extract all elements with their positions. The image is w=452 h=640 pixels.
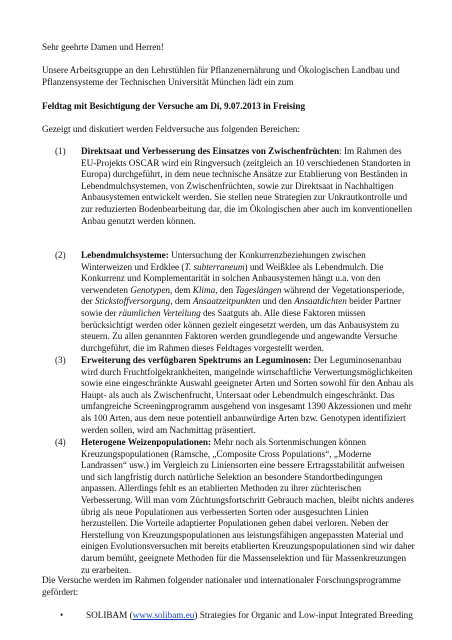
item-3-number: (3): [55, 355, 66, 365]
item-2-text-c: , dem: [170, 284, 193, 295]
list-item-2: [55, 250, 415, 354]
bullet-icon: •: [60, 610, 64, 620]
program-name: SOLIBAM (: [86, 610, 133, 620]
greeting: Sehr geehrte Damen und Herren!: [42, 42, 164, 52]
lead-paragraph: Gezeigt und diskutiert werden Feldversuche aus folgenden Bereichen:: [42, 124, 300, 134]
program-description: ) Strategies for Organic and Low-input Integrated Breeding: [194, 610, 413, 620]
item-4-title: Heterogene Weizenpopulationen:: [81, 437, 212, 447]
item-1-title: Direktsaat und Verbesserung des Einsatzes von Zwischenfrüchten: [81, 146, 340, 156]
item-2-genotypen: Genotypen: [130, 284, 171, 295]
list-item-1: [55, 146, 415, 227]
item-2-number: (2): [55, 250, 66, 260]
item-4-body: [81, 437, 415, 576]
solibam-link[interactable]: www.solibam.eu: [132, 610, 195, 620]
item-2-text-b: ) und Weißklee als Lebendmulch. Die Konkurrenz und Komplementarität in solchen Anbausystemen hängt u.a. von den verwendeten: [81, 261, 384, 295]
programs-intro: Die Versuche werden im Rahmen folgender nationaler und internationaler Forschungsprogramme gefördert:: [42, 575, 401, 597]
item-1-body: [81, 146, 415, 227]
item-1-text: : Im Rahmen des EU-Projekts OSCAR wird ein Ringversuch (zeitgleich an 10 verschiedenen Standorten in Europa) durchgeführt, in dem neue technische Ansätze zur Etablierung von Beständen in Lebendmulchsystemen, von Zwischenfrüchten, sowie zur Direktsaat in Nachhaltigen Anbausystemen entwickelt werden. Sie stellen neue Strategien zur Unkrautkontrolle und zur reduzierten Bodenbearbeitung dar, die im Ökologischen aber auch im konventionellen Anbau genutzt werden können.: [81, 146, 413, 226]
item-1-number: (1): [55, 146, 66, 156]
item-2-verteilung: räumlichen Verteilung: [118, 307, 201, 318]
item-2-ansaatdichten: Ansaatdichten: [294, 296, 347, 307]
program-text: [86, 610, 420, 622]
item-2-text-e: während der Vegetationsperiode, der: [81, 284, 405, 307]
item-2-text-g: und den: [260, 296, 295, 307]
item-3-text: Der Leguminosenanbau wird durch Fruchtfolgekrankheiten, mangelnde wirtschaftliche Verwertungsmöglichkeiten sowie eine eingeschränkte Auswahl geeigneter Arten und Sorten sowohl für den Anbau als Haupt- als auch als Zwischenfrucht, Untersaat oder Lebendmulch eingeschränkt. Das umfangreiche Screeningprogramm ausgehend von insgesamt 1390 Akzessionen und mehr als 100 Arten, aus dem neue potentiell anbauwürdige Arten bzw. Genotypen identifiziert werden sollen, wird am Nachmittag präsentiert.: [81, 355, 414, 435]
item-4-text: Mehr noch als Sortenmischungen können Kreuzungspopulationen (Ramsche, „Composite Cross Populations“, „Moderne Landrassen“ usw.) im Vergleich zu Liniensorten eine bessere Ertragsstabilität aufweisen und sich langfristig durch natürliche Selektion an besondere Standortbedingungen anpassen. Allerdings fehlt es an etablierten Methoden zu ihrer züchterischen Verbesserung. Will man vom Züchtungsfortschritt Gebrauch machen, bleibt nichts anderes übrig als neue Populationen aus verbesserten Sorten oder ausgesuchten Linien herzustellen. Die Vorteile adaptierter Populationen gehen dabei verloren. Neben der Herstellung von Kreuzungspopulationen aus leistungsfähigen angepassten Material und einigen Evolutionsversuchen mit bereits etablierten Kreuzungspopulationen sind wir daher darum bemüht, geeignete Methoden für die Massenselektion und für Massenkreuzungen zu erarbeiten.: [81, 437, 415, 575]
intro-paragraph: Unsere Arbeitsgruppe an den Lehrstühlen für Pflanzenernährung und Ökologischen Landbau und Pflanzensysteme der Technischen Universität München lädt ein zum: [42, 65, 400, 87]
list-item-4: [55, 437, 415, 576]
item-3-body: [81, 355, 415, 436]
item-2-ansaatzeit: Ansaatzeitpunkten: [192, 296, 261, 307]
item-3-title: Erweiterung des verfügbaren Spektrums an Leguminosen:: [81, 355, 312, 365]
item-2-text-f: , dem: [170, 296, 193, 307]
item-2-klima: Klima: [192, 284, 216, 295]
item-2-text-a: Untersuchung der Konkurrenzbeziehungen zwischen Winterweizen und Erdklee (: [81, 250, 366, 272]
item-2-tageslaengen: Tageslängen: [235, 284, 282, 295]
list-item-3: [55, 355, 415, 436]
item-2-title: Lebendmulchsysteme:: [81, 250, 169, 260]
item-2-text-d: , den: [215, 284, 236, 295]
event-title: [42, 101, 414, 113]
item-2-text-h: beider Partner sowie der: [81, 296, 401, 318]
item-4-number: (4): [55, 437, 66, 447]
program-bullet: [60, 610, 420, 622]
item-2-text-i: des Saatguts ab. Alle diese Faktoren müssen berücksichtigt werden oder können gezielt eingesetzt werden, um das Anbausystem zu steuern. Zu allen genannten Faktoren werden grundlegende und angewandte Versuche durchgeführt, die im Rahmen dieses Feldtages vorgestellt werden.: [81, 307, 400, 353]
item-2-body: [81, 250, 415, 354]
event-title-text: Feldtag mit Besichtigung der Versuche am Di, 9.07.2013 in Freising: [42, 101, 306, 111]
item-2-stickstoff: Stickstoffversorgung: [95, 296, 171, 307]
item-2-species: T. subterraneum: [184, 261, 245, 272]
